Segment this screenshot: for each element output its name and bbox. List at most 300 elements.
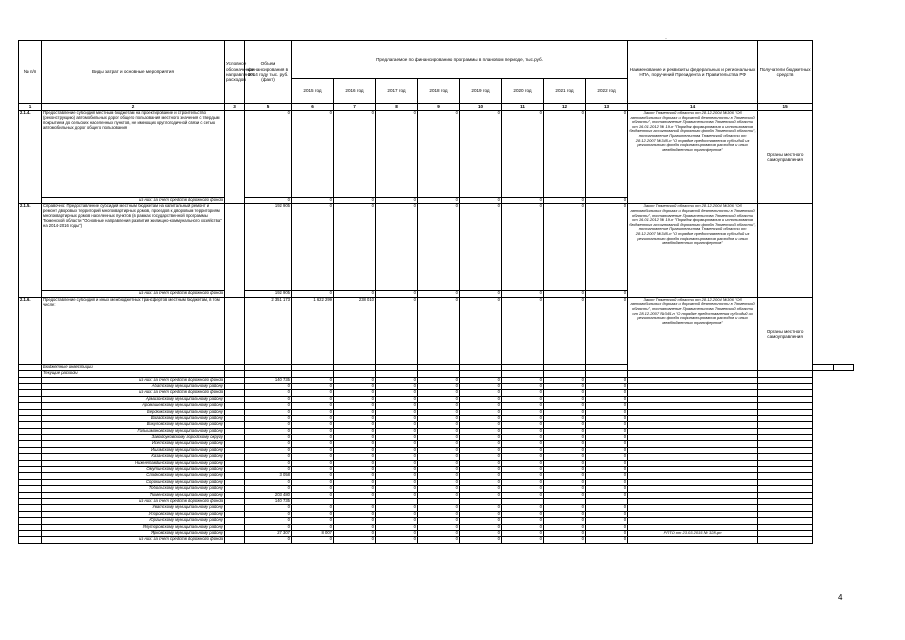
row-cond [225, 204, 245, 297]
row-year-value: 0 [418, 460, 460, 466]
row-year-value: 0 [544, 383, 586, 389]
row-year-value: 0 [544, 537, 586, 543]
row-year-value: 0 [460, 537, 502, 543]
row-year-value: 0 [502, 204, 544, 291]
row-year-value: 0 [292, 204, 334, 291]
row-year-value: 0 [544, 454, 586, 460]
row-year-value: 0 [502, 479, 544, 485]
row-year-value: 0 [544, 409, 586, 415]
table-row [19, 537, 854, 543]
header-year: 2020 год [502, 79, 544, 104]
row-year-value: 0 [502, 511, 544, 517]
row-volume: 0 [245, 479, 292, 485]
row-year-value: 0 [586, 111, 628, 198]
row-year-value: 0 [460, 454, 502, 460]
column-number: 1 [19, 104, 42, 111]
row-year-value: 0 [376, 511, 418, 517]
header-receivers: Получатели бюджетных средств [758, 41, 813, 104]
row-cond [225, 537, 245, 543]
row-year-value: 0 [586, 473, 628, 479]
row-year-value: 0 [292, 473, 334, 479]
row-year-value: 0 [460, 486, 502, 492]
district-name: Нижнетавдинскому муниципальному району [42, 460, 225, 466]
row-year-value: 0 [544, 441, 586, 447]
row-year-value: 0 [418, 435, 460, 441]
row-year-value: 0 [376, 467, 418, 473]
row-year-value: 0 [502, 467, 544, 473]
row-year-value: 0 [460, 204, 502, 291]
row-year-value: 0 [334, 530, 376, 536]
row-cond [225, 111, 245, 204]
row-year-value: 0 [460, 422, 502, 428]
row-year-value: 0 [376, 518, 418, 524]
row-receivers [758, 204, 813, 297]
row-year-value: 0 [418, 518, 460, 524]
row-year-value: 0 [460, 435, 502, 441]
row-year-value: 0 [418, 204, 460, 291]
district-name: Заводоуковскому городскому округу [42, 435, 225, 441]
row-year-value: 0 [586, 447, 628, 453]
row-year-value: 0 [334, 383, 376, 389]
header-acts: Наименование и реквизиты федеральных и региональных НПА, поручений Президента и Правительства РФ [628, 41, 758, 104]
row-volume: 0 [245, 511, 292, 517]
row-volume: 0 [245, 441, 292, 447]
row-year-value: 0 [334, 377, 376, 383]
row-volume: 0 [245, 396, 292, 402]
row-year-value: 0 [586, 409, 628, 415]
column-number: 6 [292, 104, 334, 111]
district-name: Ярковскому муниципальному району [42, 530, 225, 536]
row-year-value: 0 [418, 537, 460, 543]
row-year-value: 0 [334, 467, 376, 473]
row-year-value: 0 [502, 422, 544, 428]
row-volume: 0 [245, 422, 292, 428]
row-year-value: 0 [418, 467, 460, 473]
row-year-value: 0 [292, 403, 334, 409]
row-cond [225, 297, 245, 364]
row-year-value: 0 [334, 111, 376, 198]
row-year-value: 0 [376, 435, 418, 441]
district-name: Упоровскому муниципальному району [42, 511, 225, 517]
district-name: из них: за счет средств дорожного фонда [42, 537, 225, 543]
row-volume: 0 [245, 518, 292, 524]
row-year-value: 0 [418, 415, 460, 421]
document-sheet [18, 40, 854, 544]
row-year-value: 0 [376, 454, 418, 460]
row-year-value: 0 [292, 111, 334, 198]
row-year-value: 0 [418, 403, 460, 409]
row-receivers [833, 364, 853, 370]
row-year-value: 0 [502, 530, 544, 536]
row-year-value: 0 [292, 291, 334, 297]
row-volume: 0 [245, 428, 292, 434]
header-types: Виды затрат и основные мероприятия [42, 41, 225, 104]
financing-table [18, 40, 854, 544]
row-volume: 0 [245, 403, 292, 409]
row-year-value: 0 [544, 297, 586, 364]
row-year-value: 0 [502, 518, 544, 524]
row-volume: 203 480 [245, 492, 292, 498]
row-year-value: 0 [586, 291, 628, 297]
row-year-value: 0 [418, 530, 460, 536]
row-year-value: 0 [460, 291, 502, 297]
row-year-value: 0 [544, 111, 586, 198]
row-sub-volume: 0 [245, 198, 292, 204]
row-year-value: 0 [292, 435, 334, 441]
row-year-value: 0 [544, 377, 586, 383]
row-year-value: 0 [418, 505, 460, 511]
row-name: Справочно: Предоставление субсидий местным бюджетам на капитальный ремонт и ремонт дворовых территорий многоквартирных домов, проездов к дворовым территориям многоквартирных домов населенных пунктов (в рамках государственной программы Тюменской области "Основные направления развития жилищно-коммунального хозяйства" на 2014-2016 годы") [42, 204, 225, 291]
row-sub-volume: 192 905 [245, 291, 292, 297]
row-year-value: 0 [586, 486, 628, 492]
district-name: Абатскому муниципальному району [42, 383, 225, 389]
row-year-value: 0 [544, 518, 586, 524]
row-year-value: 0 [586, 530, 628, 536]
row-year-value: 1 622 299 [292, 297, 334, 364]
row-code: 2.1.6. [19, 297, 42, 364]
row-year-value: 0 [376, 111, 418, 198]
row-volume: 0 [245, 409, 292, 415]
row-year-value: 0 [292, 486, 334, 492]
row-year-value: 0 [376, 409, 418, 415]
column-number: 8 [376, 104, 418, 111]
row-year-value: 0 [334, 390, 376, 396]
row-year-value: 0 [418, 447, 460, 453]
row-year-value: 0 [502, 403, 544, 409]
group-label: Бюджетные инвестиции [42, 364, 225, 370]
table-row [19, 111, 854, 198]
district-name: Сорокинскому муниципальному району [42, 479, 225, 485]
row-year-value: 0 [544, 524, 586, 530]
table-body [19, 111, 854, 544]
row-year-value: 0 [460, 505, 502, 511]
header-year: 2018 год [418, 79, 460, 104]
row-year-value: 0 [334, 447, 376, 453]
row-year-value: 0 [292, 447, 334, 453]
row-receivers: Органы местного самоуправления [758, 111, 813, 204]
top-mark: · [665, 36, 667, 42]
row-year-value: 0 [544, 291, 586, 297]
row-year-value: 0 [292, 377, 334, 383]
row-year-value: 0 [376, 473, 418, 479]
row-legal-acts: РПТО от 23.03.2015 № 328-рп [628, 530, 758, 536]
row-year-value: 0 [586, 297, 628, 364]
page-number: 4 [838, 593, 843, 602]
row-year-value: 0 [586, 204, 628, 291]
row-year-value: 0 [418, 511, 460, 517]
row-receivers: Органы местного самоуправления [758, 297, 813, 370]
row-year-value: 0 [502, 377, 544, 383]
district-name: Тобольскому муниципальному району [42, 486, 225, 492]
row-year-value: 0 [544, 415, 586, 421]
row-year-value: 0 [586, 383, 628, 389]
row-year-value: 0 [460, 428, 502, 434]
row-name: Предоставление субсидий местным бюджетам на проектирование и строительство (реконструкцию) автомобильных дорог общего пользования местного значения с твердым покрытием до сельских населенных пунктов, не имеющих круглогодичной связи с сетью автомобильных дорог общего пользования [42, 111, 225, 198]
row-year-value: 0 [292, 383, 334, 389]
header-volume: Объем финансирования в 2014 году тыс. руб. (факт) [245, 41, 292, 104]
row-year-value: 0 [460, 524, 502, 530]
column-number: 5 [245, 104, 292, 111]
row-code [19, 537, 42, 543]
header-cond: Условное обозначение направления расходов [225, 41, 245, 104]
district-name: Ялуторовскому муниципальному району [42, 524, 225, 530]
row-year-value: 0 [334, 204, 376, 291]
row-year-value: 0 [586, 428, 628, 434]
row-year-value: 0 [502, 486, 544, 492]
district-name: Аромашевскому муниципальному району [42, 403, 225, 409]
row-name: Предоставление субсидий и иных межбюджетных трансфертов местным бюджетам, в том числе: [42, 297, 225, 364]
row-year-value: 0 [334, 505, 376, 511]
header-planned: Предлагаемое по финансированию программы в плановом периоде, тыс.руб. [292, 41, 628, 79]
row-volume: 0 [245, 447, 292, 453]
row-year-value: 0 [502, 383, 544, 389]
row-volume: 0 [245, 383, 292, 389]
district-name: Юргинскому муниципальному району [42, 518, 225, 524]
row-year-value: 0 [334, 403, 376, 409]
row-year-value: 0 [418, 473, 460, 479]
row-year-value: 0 [502, 441, 544, 447]
row-year-value: 0 [334, 492, 376, 498]
row-year-value: 0 [586, 415, 628, 421]
row-year-value: 0 [586, 467, 628, 473]
row-year-value: 0 [376, 415, 418, 421]
district-name: Викуловскому муниципальному району [42, 422, 225, 428]
row-year-value: 0 [418, 297, 460, 364]
row-year-value: 0 [502, 537, 544, 543]
row-year-value: 0 [502, 409, 544, 415]
row-year-value: 0 [460, 111, 502, 198]
row-year-value: 0 [544, 479, 586, 485]
row-year-value: 0 [334, 396, 376, 402]
row-year-value: 0 [376, 422, 418, 428]
row-volume: 140 735 [245, 377, 292, 383]
column-number: 13 [586, 104, 628, 111]
row-year-value: 0 [502, 492, 544, 498]
row-year-value: 0 [544, 447, 586, 453]
table-row [19, 204, 854, 291]
row-year-value: 0 [418, 396, 460, 402]
row-year-value: 0 [544, 492, 586, 498]
row-year-value: 0 [586, 479, 628, 485]
row-year-value: 0 [418, 390, 460, 396]
row-volume: 0 [245, 435, 292, 441]
row-year-value: 0 [292, 198, 334, 204]
header-year: 2017 год [376, 79, 418, 104]
row-year-value: 0 [376, 297, 418, 364]
row-year-value: 0 [502, 473, 544, 479]
row-volume: 0 [245, 537, 292, 543]
district-name: Вагайскому муниципальному району [42, 415, 225, 421]
row-year-value: 0 [502, 505, 544, 511]
row-year-value: 0 [334, 537, 376, 543]
row-year-value: 0 [292, 390, 334, 396]
row-year-value: 0 [460, 479, 502, 485]
row-year-value: 0 [376, 505, 418, 511]
district-name: Тюменскому муниципальному району [42, 492, 225, 498]
row-year-value: 0 [418, 377, 460, 383]
row-year-value: 0 [544, 505, 586, 511]
row-volume: 2 351 173 [245, 297, 292, 364]
row-year-value: 0 [460, 447, 502, 453]
row-year-value: 0 [586, 492, 628, 498]
row-volume: 27 307 [245, 530, 292, 536]
row-volume: 0 [245, 460, 292, 466]
row-year-value: 0 [502, 111, 544, 198]
row-year-value: 0 [334, 422, 376, 428]
row-year-value: 0 [544, 435, 586, 441]
row-year-value: 0 [334, 198, 376, 204]
column-number: 14 [628, 104, 758, 111]
row-year-value: 0 [460, 396, 502, 402]
district-name: из них: за счет средств дорожного фонда [42, 498, 225, 504]
row-year-value: 0 [544, 486, 586, 492]
row-year-value: 0 [334, 518, 376, 524]
row-year-value: 0 [418, 409, 460, 415]
row-year-value: 0 [586, 537, 628, 543]
row-year-value: 0 [460, 441, 502, 447]
row-year-value: 0 [586, 441, 628, 447]
row-year-value: 0 [334, 486, 376, 492]
row-year-value: 0 [376, 479, 418, 485]
row-year-value: 0 [460, 511, 502, 517]
district-name: Казанскому муниципальному району [42, 454, 225, 460]
row-code: 2.1.4. [19, 111, 42, 204]
row-year-value: 0 [586, 435, 628, 441]
header-year: 2016 год [334, 79, 376, 104]
column-number: 15 [758, 104, 813, 111]
row-year-value: 0 [502, 291, 544, 297]
row-year-value: 0 [460, 390, 502, 396]
row-year-value: 0 [418, 111, 460, 198]
header-year: 2022 год [586, 79, 628, 104]
row-legal-acts: Закон Тюменской области от 28.12.2004 №306 "Об автомобильных дорогах и дорожной деятельности в Тюменской области", постановление Правительства Тюменской области от 16.01.2012 № 19-п "Порядок формирования и использования бюджетных ассигнований дорожного фонда Тюменской области", постановление Правительства Тюменской области от 28.12.2007 №345-п "О порядке предоставления субсидий из регионального фонда софинансирования расходов и иных межбюджетных трансфертов" [628, 111, 758, 204]
column-number: 7 [334, 104, 376, 111]
row-year-value: 8 007 [292, 530, 334, 536]
row-year-value: 0 [376, 524, 418, 530]
row-year-value: 0 [502, 198, 544, 204]
row-volume: 3 058 [245, 473, 292, 479]
row-year-value: 0 [334, 435, 376, 441]
row-year-value: 0 [292, 460, 334, 466]
row-year-value: 0 [376, 198, 418, 204]
row-year-value: 0 [334, 473, 376, 479]
row-year-value: 0 [502, 390, 544, 396]
row-year-value: 238 010 [334, 297, 376, 364]
row-year-value: 0 [418, 291, 460, 297]
district-name: Сладковскому муниципальному району [42, 473, 225, 479]
row-year-value: 0 [502, 524, 544, 530]
row-year-value: 0 [292, 454, 334, 460]
row-year-value: 0 [376, 428, 418, 434]
row-year-value: 0 [292, 511, 334, 517]
table-row [19, 297, 854, 364]
row-year-value: 0 [292, 524, 334, 530]
header-year: 2019 год [460, 79, 502, 104]
row-year-value: 0 [502, 435, 544, 441]
column-number: 3 [225, 104, 245, 111]
row-year-value: 0 [460, 409, 502, 415]
row-year-value: 0 [292, 409, 334, 415]
row-year-value: 0 [460, 377, 502, 383]
row-year-value: 0 [586, 422, 628, 428]
row-year-value: 0 [544, 204, 586, 291]
row-year-value: 0 [460, 473, 502, 479]
row-year-value: 0 [334, 415, 376, 421]
row-year-value: 0 [586, 505, 628, 511]
row-year-value: 0 [334, 291, 376, 297]
district-name: Уватскому муниципальному району [42, 505, 225, 511]
row-year-value: 0 [292, 518, 334, 524]
column-number: 11 [502, 104, 544, 111]
row-year-value: 0 [376, 204, 418, 291]
row-year-value: 0 [586, 396, 628, 402]
row-year-value: 0 [376, 377, 418, 383]
row-code: 2.1.5. [19, 204, 42, 297]
district-name: из них: за счет средств дорожного фонда [42, 390, 225, 396]
row-year-value: 0 [334, 441, 376, 447]
row-year-value: 0 [334, 428, 376, 434]
header-num: № п/п [19, 41, 42, 104]
row-year-value: 0 [418, 441, 460, 447]
row-year-value: 0 [418, 524, 460, 530]
row-volume: 140 735 [245, 498, 292, 504]
row-volume: 0 [245, 505, 292, 511]
row-year-value: 0 [544, 390, 586, 396]
row-year-value: 0 [460, 198, 502, 204]
row-year-value: 0 [376, 530, 418, 536]
row-legal-acts [628, 537, 758, 543]
row-year-value: 0 [502, 297, 544, 364]
row-year-value: 0 [292, 415, 334, 421]
row-year-value: 0 [544, 403, 586, 409]
district-name: Голышмановскому муниципальному району [42, 428, 225, 434]
row-year-value: 0 [502, 454, 544, 460]
row-year-value: 0 [376, 447, 418, 453]
row-year-value: 0 [376, 492, 418, 498]
column-number: 2 [42, 104, 225, 111]
row-year-value: 0 [544, 530, 586, 536]
row-year-value: 0 [544, 198, 586, 204]
row-year-value: 0 [292, 505, 334, 511]
district-name: Исетскому муниципальному району [42, 441, 225, 447]
row-year-value: 0 [460, 492, 502, 498]
row-year-value: 0 [418, 383, 460, 389]
row-year-value: 0 [292, 492, 334, 498]
row-year-value: 0 [586, 460, 628, 466]
row-year-value: 0 [544, 511, 586, 517]
row-volume: 0 [245, 486, 292, 492]
row-year-value: 0 [460, 467, 502, 473]
row-year-value: 0 [460, 460, 502, 466]
row-year-value: 0 [460, 403, 502, 409]
row-year-value: 0 [502, 447, 544, 453]
row-year-value: 0 [376, 383, 418, 389]
row-year-value: 0 [502, 428, 544, 434]
row-year-value: 0 [586, 524, 628, 530]
row-receivers [758, 537, 813, 543]
row-year-value: 0 [460, 518, 502, 524]
row-year-value: 0 [376, 403, 418, 409]
row-year-value: 0 [544, 422, 586, 428]
district-name: Ишимскому муниципальному району [42, 447, 225, 453]
header-year: 2021 год [544, 79, 586, 104]
row-year-value: 0 [418, 198, 460, 204]
row-volume: 0 [245, 467, 292, 473]
row-year-value: 0 [418, 428, 460, 434]
row-year-value: 0 [292, 422, 334, 428]
district-name: Армизонскому муниципальному району [42, 396, 225, 402]
row-sub-name: из них: за счет средств дорожного фонда [42, 291, 225, 297]
